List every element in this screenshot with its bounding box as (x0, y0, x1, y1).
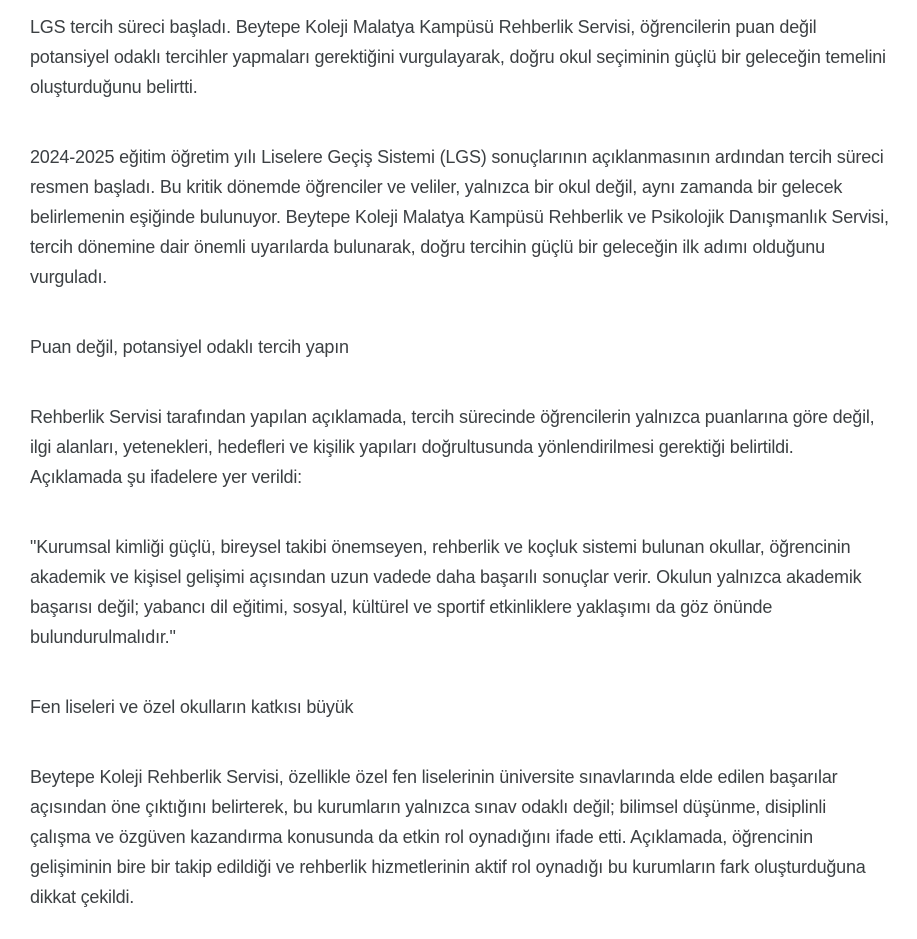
article-paragraph-intro: LGS tercih süreci başladı. Beytepe Koleji Malatya Kampüsü Rehberlik Servisi, öğrencilerin puan değil potansiyel odaklı tercihler yapmaları gerektiğini vurgulayarak, doğru okul seçiminin güçlü bir geleceğin temelini oluşturduğunu belirtti. (30, 17, 886, 97)
article-paragraph-lgs-process: 2024-2025 eğitim öğretim yılı Liselere Geçiş Sistemi (LGS) sonuçlarının açıklanmasının ardından tercih süreci resmen başladı. Bu kritik dönemde öğrenciler ve veliler, yalnızca bir okul değil, aynı zamanda bir gelecek belirlemenin eşiğinde bulunuyor. Beytepe Koleji Malatya Kampüsü Rehberlik ve Psikolojik Danışmanlık Servisi, tercih dönemine dair önemli uyarılarda bulunarak, doğru tercihin güçlü bir geleceğin ilk adımı olduğunu vurguladı. (30, 147, 889, 287)
article-paragraph-quote: "Kurumsal kimliği güçlü, bireysel takibi önemseyen, rehberlik ve koçluk sistemi bulunan okullar, öğrencinin akademik ve kişisel gelişimi açısından uzun vadede daha başarılı sonuçlar verir. Okulun yalnızca akademik başarısı değil; yabancı dil eğitimi, sosyal, kültürel ve sportif etkinliklere yaklaşımı da göz önünde bulundurulmalıdır." (30, 537, 862, 647)
article-subheading-potential: Puan değil, potansiyel odaklı tercih yapın (30, 337, 349, 357)
article-paragraph-science-schools: Beytepe Koleji Rehberlik Servisi, özellikle özel fen liselerinin üniversite sınavlarında elde edilen başarılar açısından öne çıktığını belirterek, bu kurumların yalnızca sınav odaklı değil; bilimsel düşünme, disiplinli çalışma ve özgüven kazandırma konusunda da etkin rol oynadığını ifade etti. Açıklamada, öğrencinin gelişiminin bire bir takip edildiği ve rehberlik hizmetlerinin aktif rol oynadığı bu kurumların fark oluşturduğuna dikkat çekildi. (30, 767, 866, 907)
article-subheading-science-schools: Fen liseleri ve özel okulların katkısı büyük (30, 697, 354, 717)
article-paragraph-guidance-statement: Rehberlik Servisi tarafından yapılan açıklamada, tercih sürecinde öğrencilerin yalnızca puanlarına göre değil, ilgi alanları, yetenekleri, hedefleri ve kişilik yapıları doğrultusunda yönlendirilmesi gerektiği belirtildi. Açıklamada şu ifadelere yer verildi: (30, 407, 875, 487)
